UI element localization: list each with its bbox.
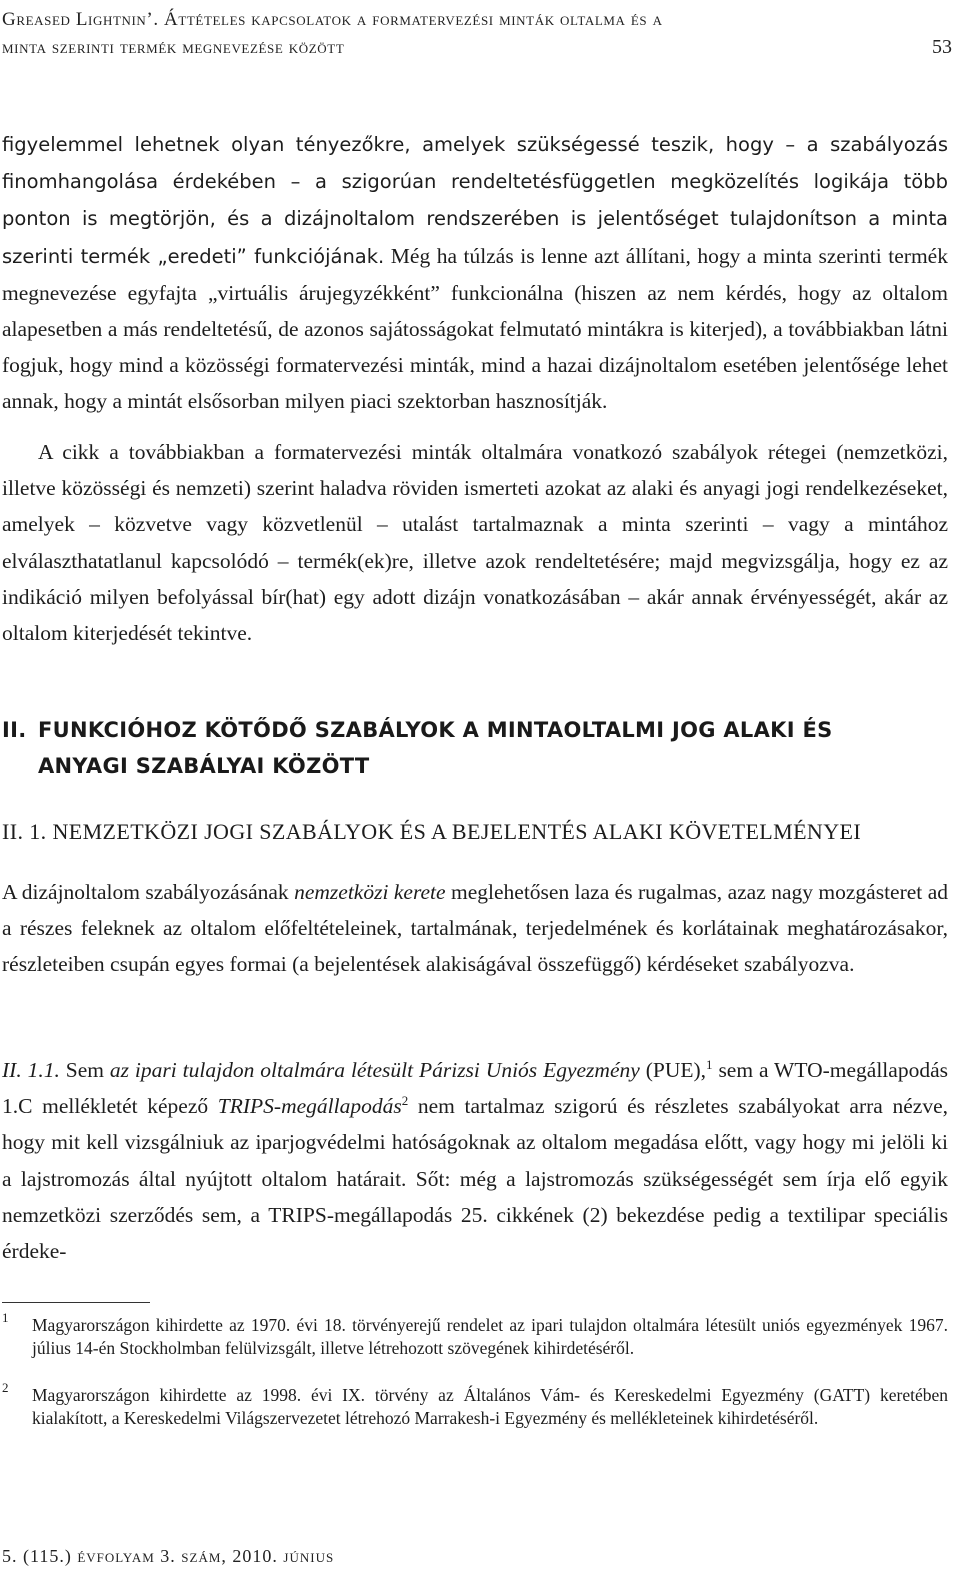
footnote-ref-2[interactable]: 2 [401,1093,409,1109]
paragraph-4-part-c: sem a WTO-megállapodás 1.C mellékletét képező [2,1058,948,1119]
paragraph-4-part-d: nem tartalmaz szigorú és részletes szabályokat arra nézve, hogy mit kell vizsgálniuk az iparjogvédelmi hatóságoknak az oltalom megadása előtt, vagy hogy mi jelöli ki a lajstromozás által nyújtott oltalom határait. Sőt: még a lajstromozás szükségességét sem írja elő egyik nemzetközi szerződés sem, a TRIPS-megállapodás 25. cikkének (2) bekezdése pedig a textilipar speciális érdeke- [2,1094,948,1264]
paragraph-4-italic-pue: az ipari tulajdon oltalmára létesült Párizsi Uniós Egyezmény [109,1058,640,1082]
footnote-1-text: Magyarországon kihirdette az 1970. évi 18. törvényerejű rendelet az ipari tulajdon oltalmára létesült uniós egyezmények 1967. július 14-én Stockholmban felülvizsgált, illetve létrehozott szövegének kihirdetéséről. [32,1315,948,1358]
paragraph-1-start: figyelemmel lehetnek olyan tényezőkre, amelyek szükségessé teszik, hogy – a szabályozás finomhangolása érdekében – a szigorúan rendeltetésfüggetlen megközelítés logikája több ponton is megtörjön, és a dizájnoltalom rendszerében is jelentőséget tulajdonítson a minta szerinti termék „eredeti” funkciójának. [2,133,948,268]
footnote-1 [2,1310,948,1360]
paragraph-4-number: II. 1.1. [2,1058,60,1082]
body-paragraph-1 [2,126,948,420]
subsection-heading: II. 1. NEMZETKÖZI JOGI SZABÁLYOK ÉS A BEJELENTÉS ALAKI KÖVETELMÉNYEI [2,819,862,844]
paragraph-3-italic: nemzetközi kerete [294,880,446,904]
page-number: 53 [932,36,952,58]
footnote-2-number: 2 [2,1380,9,1395]
page-footer: 5. (115.) évfolyam 3. szám, 2010. június [2,1546,335,1566]
running-head: Greased Lightnin’. Áttételes kapcsolatok a formatervezési minták oltalma és a minta szerinti termék megnevezése között [2,9,663,58]
footnote-2-text: Magyarországon kihirdette az 1998. évi IX. törvény az Általános Vám- és Kereskedelmi Egyezmény (GATT) keretében kialakított, a Kereskedelmi Világszervezetet létrehozó Marrakesh-i Egyezmény és mellékleteinek kihirdetéséről. [32,1385,948,1428]
section-heading-line-2: ANYAGI SZABÁLYAI KÖZÖTT [38,754,370,778]
paragraph-3-part-a: A dizájnoltalom szabályozásának [2,880,295,904]
footnote-2 [2,1380,948,1430]
paragraph-3-part-b: meglehetősen laza és rugalmas, azaz nagy mozgásteret ad a részes feleknek az oltalom előfeltételeinek, tartalmának, terjedelmének és korlátainak meghatározásakor, részleteiben csupán egyes formai (a bejelentések alakiságával összefüggő) kérdéseket szabályozva. [2,880,948,977]
section-heading-number: II. [2,718,27,742]
section-heading-line-1: FUNKCIÓHOZ KÖTŐDŐ SZABÁLYOK A MINTAOLTALMI JOG ALAKI ÉS [38,718,833,742]
footnote-ref-1[interactable]: 1 [706,1056,713,1072]
section-heading [2,712,948,784]
body-paragraph-2: A cikk a továbbiakban a formatervezési minták oltalmára vonatkozó szabályok rétegei (nemzetközi, illetve közösségi és nemzeti) szerint haladva röviden ismerteti azokat az alaki és anyagi jogi rendelkezéseket, amelyek – közvetve vagy közvetlenül – utalást tartalmaznak a minta szerinti – vagy a mintához elválaszthatatlanul kapcsolódó – termék(ek)re, illetve azok rendeltetésére; majd megvizsgálja, hogy ez az indikáció milyen befolyással bír(hat) egy adott dizájn vonatkozásában – akár annak érvényességét, akár az oltalom kiterjedését tekintve. [2,440,948,646]
footnote-separator [2,1302,150,1303]
footnote-1-number: 1 [2,1310,9,1325]
paragraph-4-part-a: Sem [59,1058,110,1082]
paragraph-1-continuation: Még ha túlzás is lenne azt állítani, hogy a minta szerinti termék megnevezése egyfajta „virtuális árujegyzékként” funkcionálna (hiszen az nem kérdés, hogy az oltalom alapesetben a más rendeltetésű, de azonos sajátosságokat felmutató mintákra is kiterjed), a továbbiakban látni fogjuk, hogy mind a közösségi formatervezési minták, mind a hazai dizájnoltalom esetében jelentősége lehet annak, hogy a mintát elsősorban milyen piaci szektorban hasznosítják. [2,243,948,414]
body-paragraph-3 [2,874,948,983]
paragraph-4-part-b: (PUE), [639,1058,707,1082]
paragraph-4-italic-trips: TRIPS-megállapodás [217,1094,402,1119]
body-paragraph-4 [2,1052,948,1269]
